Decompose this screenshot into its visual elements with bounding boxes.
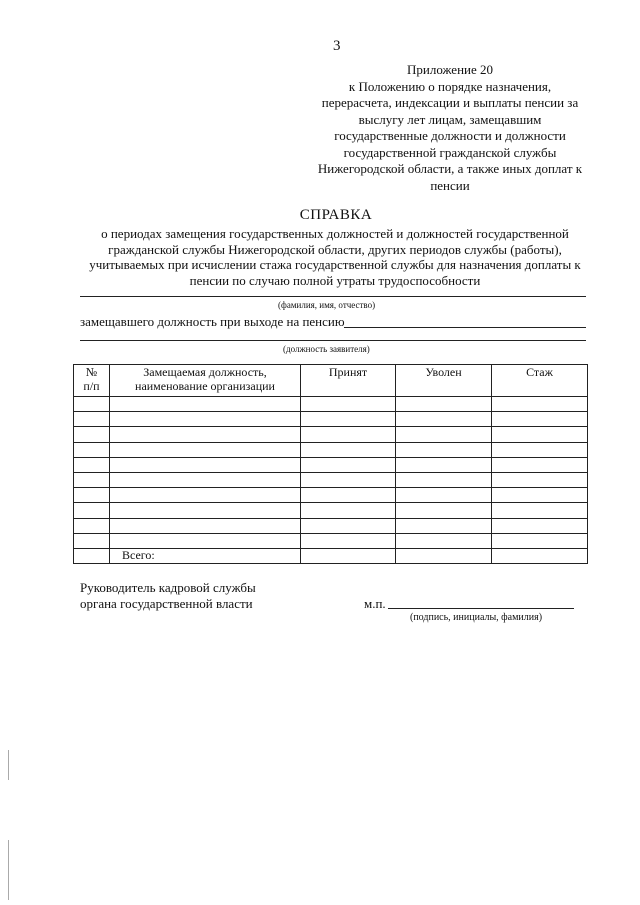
table-row [74,427,588,442]
table-cell[interactable] [110,427,301,442]
header-position: Замещаемая должность, наименование организации [110,365,301,397]
table-cell[interactable] [74,412,110,427]
table-cell[interactable] [396,533,492,548]
signature-line2: органа государственной власти [80,596,253,611]
appendix-line: Нижегородской области, а также иных доплат к [317,161,583,176]
total-label: Всего: [110,548,301,563]
service-periods-table [73,364,588,564]
table-cell[interactable] [74,472,110,487]
table-cell[interactable] [74,397,110,412]
table-cell[interactable] [301,472,396,487]
table-cell[interactable] [301,533,396,548]
appendix-line: перерасчета, индексации и выплаты пенсии за [321,95,579,110]
signature-caption: (подпись, инициалы, фамилия) [410,612,543,623]
table-cell[interactable] [74,533,110,548]
appendix-line: Приложение 20 [406,62,494,77]
table-cell[interactable] [301,503,396,518]
table-cell[interactable] [492,442,588,457]
signature-line1: Руководитель кадровой службы [80,580,256,595]
table-cell[interactable] [301,442,396,457]
header-dismissed: Уволен [396,365,492,397]
table-body [74,397,588,564]
document-title: СПРАВКА [299,207,373,223]
table-cell[interactable] [110,457,301,472]
position-field-line-2[interactable] [80,340,586,341]
table-row [74,503,588,518]
table-cell[interactable] [492,427,588,442]
position-label: замещавшего должность при выходе на пенсию [80,314,345,329]
table-cell[interactable] [110,518,301,533]
table-cell[interactable] [74,442,110,457]
table-cell[interactable] [301,397,396,412]
table-cell[interactable] [492,533,588,548]
stamp-label: м.п. [364,596,386,611]
table-cell[interactable] [396,412,492,427]
table-cell[interactable] [396,472,492,487]
position-caption: (должность заявителя) [283,344,370,354]
table-row [74,472,588,487]
fio-field-line[interactable] [80,296,586,297]
table-cell[interactable] [492,488,588,503]
table-cell[interactable] [110,412,301,427]
header-hired: Принят [301,365,396,397]
table-row [74,518,588,533]
table-cell[interactable] [492,503,588,518]
table-header-row [74,365,588,397]
scan-edge-artifact [8,840,9,900]
signature-field-line[interactable] [388,608,574,609]
header-tenure: Стаж [492,365,588,397]
table-cell[interactable] [396,503,492,518]
total-cell[interactable] [492,548,588,563]
table-cell[interactable] [301,488,396,503]
total-cell[interactable] [301,548,396,563]
table-row [74,412,588,427]
table-cell[interactable] [492,457,588,472]
table-cell[interactable] [301,518,396,533]
table-cell[interactable] [110,442,301,457]
table-cell[interactable] [301,427,396,442]
table-cell[interactable] [301,412,396,427]
table-row [74,457,588,472]
total-number-cell[interactable] [74,548,110,563]
table-cell[interactable] [74,518,110,533]
table-cell[interactable] [74,457,110,472]
table-cell[interactable] [396,427,492,442]
subtitle-line: пенсии по случаю полной утраты трудоспособности [189,272,481,288]
total-cell[interactable] [396,548,492,563]
table-row [74,533,588,548]
scan-edge-artifact [8,750,9,780]
table-cell[interactable] [74,427,110,442]
appendix-header [300,62,600,194]
appendix-line: государственной гражданской службы [343,144,557,160]
appendix-line: государственные должности и должности [334,128,566,143]
table-cell[interactable] [396,442,492,457]
table-cell[interactable] [492,518,588,533]
appendix-line: пенсии [430,177,470,193]
document-subtitle [60,226,610,288]
table-cell[interactable] [74,488,110,503]
table-cell[interactable] [110,503,301,518]
table-cell[interactable] [396,488,492,503]
subtitle-line: о периодах замещения государственных должностей и должностей государственной [101,226,569,241]
table-cell[interactable] [110,533,301,548]
appendix-line: выслугу лет лицам, замещавшим [358,111,542,127]
table-cell[interactable] [492,412,588,427]
table-row [74,442,588,457]
table-cell[interactable] [110,397,301,412]
position-field-line[interactable] [344,327,586,328]
table-cell[interactable] [110,472,301,487]
table-cell[interactable] [396,518,492,533]
table-cell[interactable] [110,488,301,503]
table-cell[interactable] [396,457,492,472]
page-number: 3 [333,38,341,54]
table-cell[interactable] [492,397,588,412]
table-cell[interactable] [492,472,588,487]
header-number: № п/п [74,365,110,397]
fio-caption: (фамилия, имя, отчество) [278,300,376,310]
table-cell[interactable] [301,457,396,472]
subtitle-line: гражданской службы Нижегородской области, других периодов службы (работы), [108,241,562,257]
appendix-line: к Положению о порядке назначения, [348,78,552,94]
table-row [74,488,588,503]
table-cell[interactable] [74,503,110,518]
table-row [74,397,588,412]
table-cell[interactable] [396,397,492,412]
table-total-row [74,548,588,563]
subtitle-line: учитываемых при исчислении стажа государственной службы для назначения доплаты к [89,257,581,272]
